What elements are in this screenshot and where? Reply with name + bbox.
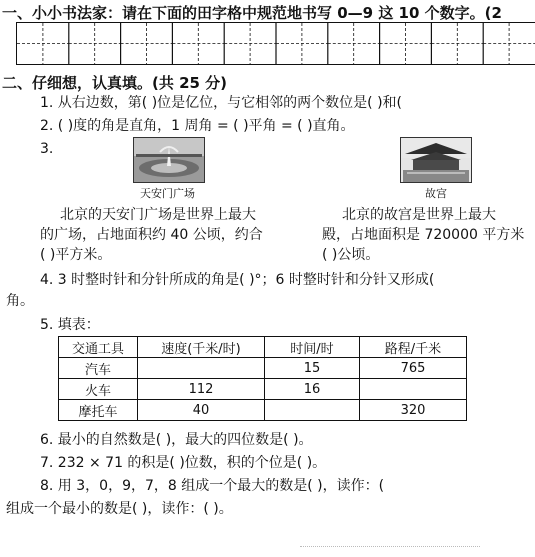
question-4-line2: 角。 [6,293,34,309]
q3-right-line2: 殿，占地面积是 720000 平方米 [322,227,525,243]
grid-cell[interactable] [69,23,121,64]
question-2: 2. ( )度的角是直角，1 周角 = ( )平角 = ( )直角。 [40,118,355,134]
tiananmen-caption: 天安门广场 [140,187,195,200]
forbidden-city-image [400,137,472,183]
question-7: 7. 232 × 71 的积是( )位数，积的个位是( )。 [40,455,327,471]
table-cell: 汽车 [59,358,138,379]
q3-right-line1: 北京的故宫是世界上最大 [342,207,496,223]
table-cell[interactable] [138,358,265,379]
q3-right-line3: ( )公顷。 [322,247,380,263]
table-header: 时间/时 [265,337,360,358]
fill-table [58,336,467,421]
writing-grid[interactable] [16,22,535,65]
grid-cell[interactable] [121,23,173,64]
table-cell[interactable] [265,400,360,421]
grid-cell[interactable] [328,23,380,64]
question-1: 1. 从右边数，第( )位是亿位，与它相邻的两个数位是( )和( [40,95,403,111]
tiananmen-square-image [133,137,205,183]
table-cell: 40 [138,400,265,421]
grid-cell[interactable] [224,23,276,64]
question-8-line2: 组成一个最小的数是( )，读作：( )。 [6,501,233,517]
question-3-number: 3. [40,141,54,157]
q3-left-line3: ( )平方米。 [40,247,112,263]
question-6: 6. 最小的自然数是( )，最大的四位数是( )。 [40,432,313,448]
table-header: 交通工具 [59,337,138,358]
table-cell: 765 [360,358,467,379]
table-row [59,379,467,400]
table-header-row [59,337,467,358]
table-row [59,400,467,421]
grid-cell[interactable] [172,23,224,64]
grid-cell[interactable] [17,23,69,64]
question-8-line1: 8. 用 3，0，9，7，8 组成一个最大的数是( )，读作：( [40,478,385,494]
table-cell: 摩托车 [59,400,138,421]
question-5: 5. 填表： [40,317,100,333]
grid-cell[interactable] [276,23,328,64]
table-cell: 15 [265,358,360,379]
section1-title: 一、小小书法家：请在下面的田字格中规范地书写 0—9 这 10 个数字。(2 [2,4,502,22]
page-footer-divider [300,546,480,551]
table-cell: 火车 [59,379,138,400]
table-header: 路程/千米 [360,337,467,358]
table-cell: 112 [138,379,265,400]
grid-cell[interactable] [483,23,535,64]
q3-left-line2: 的广场，占地面积约 40 公顷，约合 [40,227,263,243]
q3-left-line1: 北京的天安门广场是世界上最大 [60,207,256,223]
grid-cell[interactable] [380,23,432,64]
table-row [59,358,467,379]
grid-cell[interactable] [431,23,483,64]
table-cell: 320 [360,400,467,421]
table-cell[interactable] [360,379,467,400]
section2-title: 二、仔细想，认真填。(共 25 分) [2,74,228,92]
table-header: 速度(千米/时) [138,337,265,358]
forbidden-city-caption: 故宫 [425,187,447,200]
question-4-line1: 4. 3 时整时针和分针所成的角是( )°；6 时整时针和分针又形成( [40,272,435,288]
table-cell: 16 [265,379,360,400]
